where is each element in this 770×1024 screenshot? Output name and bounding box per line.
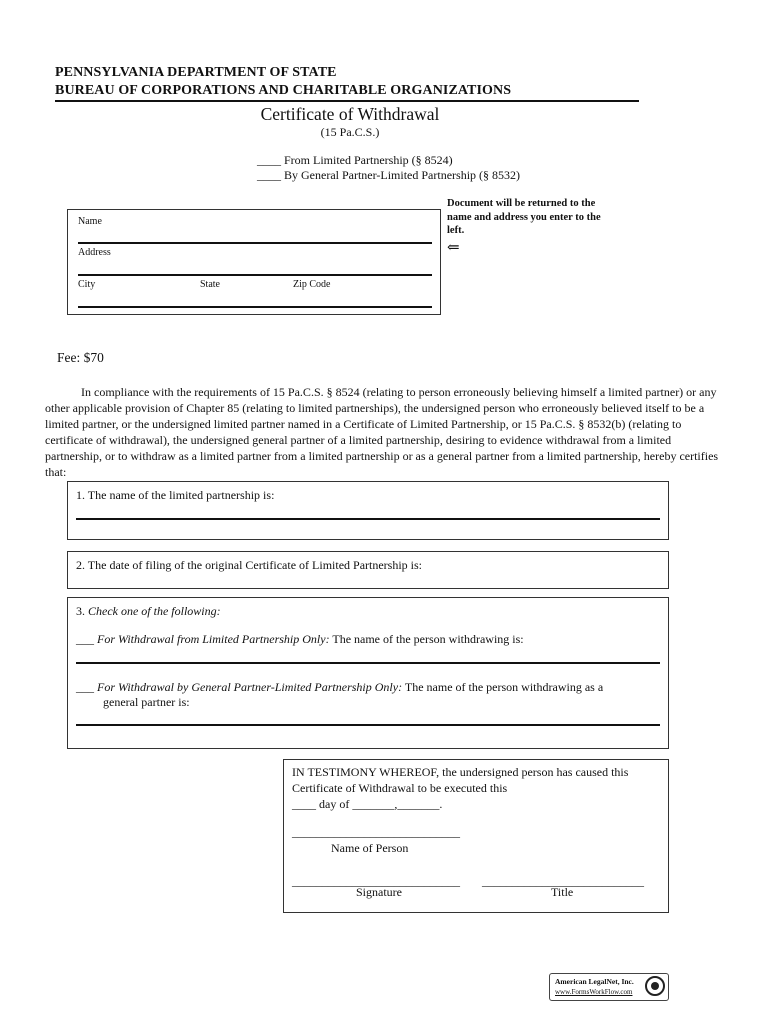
name-of-person-field[interactable]: ____________________________ [292, 825, 460, 839]
item3-option1[interactable] [76, 632, 656, 647]
general-partner-name-field[interactable] [76, 724, 660, 726]
title-label: Title [551, 885, 574, 899]
withdrawing-person-field[interactable] [76, 662, 660, 664]
signature-label: Signature [356, 885, 402, 899]
logo-emblem-icon [645, 976, 665, 996]
address-label: Address [78, 247, 111, 258]
option-by-general-partner[interactable]: ____ By General Partner-Limited Partnership (§ 8532) [257, 168, 521, 182]
signature-field[interactable]: ____________________________ [292, 874, 460, 888]
zip-label: Zip Code [293, 279, 331, 290]
department-heading: PENNSYLVANIA DEPARTMENT OF STATE [55, 65, 337, 80]
option2-rest: The name of the person withdrawing as a [404, 680, 604, 694]
item2-label[interactable]: 2. The date of filing of the original Certificate of Limited Partnership is: [76, 558, 423, 572]
execution-date-field[interactable]: ____ day of _______,_______. [292, 797, 443, 811]
testimony-line2: Certificate of Withdrawal to be executed this [292, 781, 508, 795]
item3-heading-text: Check one of the following: [88, 604, 221, 618]
state-label: State [200, 279, 220, 290]
option2-continuation: general partner is: [103, 695, 190, 709]
return-note: Document will be returned to the name and address you enter to the left. [447, 198, 601, 236]
logo-company-name: American LegalNet, Inc. [555, 977, 634, 986]
compliance-paragraph: In compliance with the requirements of 15 Pa.C.S. § 8524 (relating to person erroneously believing himself a limited partner) or any other applicable provision of Chapter 85 (relating to limited partnerships), the undersigned person who erroneously believed itself to be a limited partner, or the undersigned limited partner named in a Certificate of Limited Partnership, or 15 Pa.C.S. § 8532(b) (relating to certificate of withdrawal), the undersigned general partner of a limited partnership, desiring to evidence withdrawal from a limited partnership, or to withdraw as a limited partner from a limited partnership or as a general partner from a limited partnership, hereby certifies that: [45, 385, 719, 479]
name-label: Name [78, 216, 102, 227]
city-state-zip-field[interactable] [78, 306, 432, 308]
address-field[interactable] [78, 274, 432, 276]
name-field[interactable] [78, 242, 432, 244]
option-from-limited-partnership[interactable]: ____ From Limited Partnership (§ 8524) [257, 153, 453, 167]
item3-option2[interactable] [76, 680, 656, 695]
title-field[interactable]: ___________________________ [482, 874, 644, 888]
testimony-line1: IN TESTIMONY WHEREOF, the undersigned person has caused this [292, 765, 629, 779]
option1-rest: The name of the person withdrawing is: [332, 632, 524, 646]
partnership-name-field[interactable] [76, 518, 660, 520]
name-of-person-label: Name of Person [331, 841, 409, 855]
item3-box [67, 597, 669, 749]
option2-italic: For Withdrawal by General Partner-Limited Partnership Only: [97, 680, 403, 694]
option2-check-blank[interactable]: ___ [76, 680, 94, 694]
form-title: Certificate of Withdrawal [260, 104, 440, 124]
header-rule [55, 100, 639, 102]
left-arrow-icon: ⇐ [447, 240, 460, 256]
form-subtitle: (15 Pa.C.S.) [320, 125, 380, 139]
city-label: City [78, 279, 96, 290]
bureau-heading: BUREAU OF CORPORATIONS AND CHARITABLE ORGANIZATIONS [55, 83, 512, 98]
logo-url-link[interactable]: www.FormsWorkFlow.com [555, 988, 633, 996]
item1-box [67, 481, 669, 540]
item3-heading [76, 604, 221, 619]
option1-italic: For Withdrawal from Limited Partnership Only: [97, 632, 330, 646]
item3-number: 3. [76, 604, 85, 618]
item2-box [67, 551, 669, 589]
fee-amount: Fee: $70 [57, 350, 104, 365]
testimony-box [283, 759, 669, 913]
option1-check-blank[interactable]: ___ [76, 632, 94, 646]
item1-label: 1. The name of the limited partnership is: [76, 488, 275, 502]
american-legalnet-logo[interactable] [549, 973, 669, 1001]
return-address-box [67, 209, 441, 315]
